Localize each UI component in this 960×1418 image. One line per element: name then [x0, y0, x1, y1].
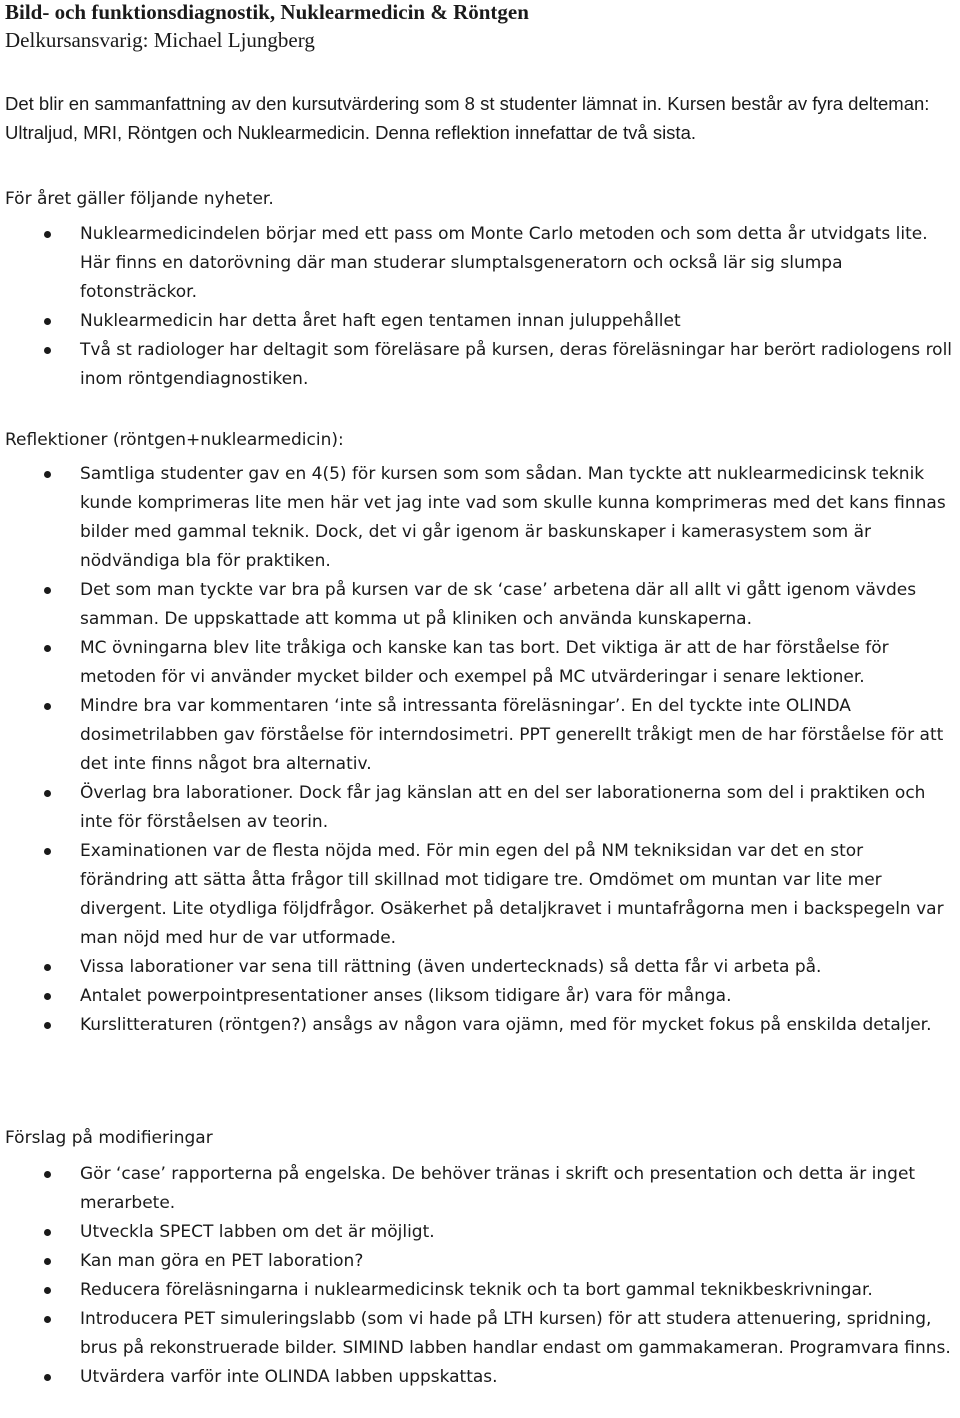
bullet-icon — [44, 1171, 51, 1178]
reflections-list — [0, 460, 955, 1040]
bullet-icon — [44, 1022, 51, 1029]
list-item: Samtliga studenter gav en 4(5) för kursen som som sådan. Man tyckte att nuklearmedicinsk teknik kunde komprimeras lite men här vet jag inte vad som skulle kunna komprimeras med det kans finnas bilder med gammal teknik. Dock, det vi går igenom är baskunskaper i kamerasystem som är nödvändiga bla för praktiken. — [0, 460, 955, 576]
bullet-icon — [44, 790, 51, 797]
bullet-icon — [44, 1287, 51, 1294]
list-item: Antalet powerpointpresentationer anses (liksom tidigare år) vara för många. — [0, 982, 955, 1011]
bullet-icon — [44, 1374, 51, 1381]
list-item: Två st radiologer har deltagit som föreläsare på kursen, deras föreläsningar har berört radiologens roll inom röntgendiagnostiken. — [0, 336, 955, 394]
list-item: Det som man tyckte var bra på kursen var de sk ‘case’ arbetena där all allt vi gått igenom vävdes samman. De uppskattade att komma ut på kliniken och använda kunskaperna. — [0, 576, 955, 634]
list-item: Kan man göra en PET laboration? — [0, 1247, 955, 1276]
news-heading: För året gäller följande nyheter. — [5, 189, 274, 209]
bullet-icon — [44, 471, 51, 478]
bullet-icon — [44, 1258, 51, 1265]
proposals-list — [0, 1160, 955, 1392]
bullet-icon — [44, 587, 51, 594]
bullet-icon — [44, 231, 51, 238]
list-item: Reducera föreläsningarna i nuklearmedicinsk teknik och ta bort gammal teknikbeskrivningar. — [0, 1276, 955, 1305]
list-item: Nuklearmedicindelen börjar med ett pass om Monte Carlo metoden och som detta år utvidgats lite. Här finns en datorövning där man studerar slumptalsgeneratorn och också lär sig slumpa fotonsträckor. — [0, 220, 955, 307]
news-list — [0, 220, 955, 394]
bullet-icon — [44, 703, 51, 710]
list-item: Överlag bra laborationer. Dock får jag känslan att en del ser laborationerna som del i praktiken och inte för förståelsen av teorin. — [0, 779, 955, 837]
bullet-icon — [44, 848, 51, 855]
list-item: Kurslitteraturen (röntgen?) ansågs av någon vara ojämn, med för mycket fokus på enskilda detaljer. — [0, 1011, 955, 1040]
bullet-icon — [44, 645, 51, 652]
list-item: Mindre bra var kommentaren ‘inte så intressanta föreläsningar’. En del tyckte inte OLINDA dosimetrilabben gav förståelse för interndosimetri. PPT generellt tråkigt men de har förståelse för att det inte finns något bra alternativ. — [0, 692, 955, 779]
list-item: Nuklearmedicin har detta året haft egen tentamen innan juluppehållet — [0, 307, 955, 336]
list-item: Examinationen var de flesta nöjda med. För min egen del på NM tekniksidan var det en stor förändring att sätta åtta frågor till skillnad mot tidigare tre. Omdömet om muntan var lite mer divergent. Lite otydliga följdfrågor. Osäkerhet på detaljkravet i muntafrågorna men i backspegeln var man nöjd med hur de var utformade. — [0, 837, 955, 953]
bullet-icon — [44, 347, 51, 354]
list-item: Vissa laborationer var sena till rättning (även undertecknads) så detta får vi arbeta på. — [0, 953, 955, 982]
bullet-icon — [44, 993, 51, 1000]
bullet-icon — [44, 318, 51, 325]
document-title: Bild- och funktionsdiagnostik, Nuklearmedicin & Röntgen — [5, 0, 529, 24]
list-item: MC övningarna blev lite tråkiga och kanske kan tas bort. Det viktiga är att de har förståelse för metoden för vi använder mycket bilder och exempel på MC utvärderingar i senare lektioner. — [0, 634, 955, 692]
intro-paragraph: Det blir en sammanfattning av den kursutvärdering som 8 st studenter lämnat in. Kursen består av fyra delteman: Ultraljud, MRI, Röntgen och Nuklearmedicin. Denna reflektion innefattar de två sista. — [5, 93, 930, 143]
bullet-icon — [44, 1229, 51, 1236]
list-item: Utvärdera varför inte OLINDA labben uppskattas. — [0, 1363, 955, 1392]
list-item: Gör ‘case’ rapporterna på engelska. De behöver tränas i skrift och presentation och detta är inget merarbete. — [0, 1160, 955, 1218]
reflections-heading: Reflektioner (röntgen+nuklearmedicin): — [5, 430, 344, 450]
bullet-icon — [44, 1316, 51, 1323]
list-item: Utveckla SPECT labben om det är möjligt. — [0, 1218, 955, 1247]
proposals-heading: Förslag på modifieringar — [5, 1128, 213, 1148]
course-responsible: Delkursansvarig: Michael Ljungberg — [5, 28, 315, 52]
list-item: Introducera PET simuleringslabb (som vi hade på LTH kursen) för att studera attenuering, spridning, brus på rekonstruerade bilder. SIMIND labben handlar endast om gammakameran. Programvara finns. — [0, 1305, 955, 1363]
bullet-icon — [44, 964, 51, 971]
